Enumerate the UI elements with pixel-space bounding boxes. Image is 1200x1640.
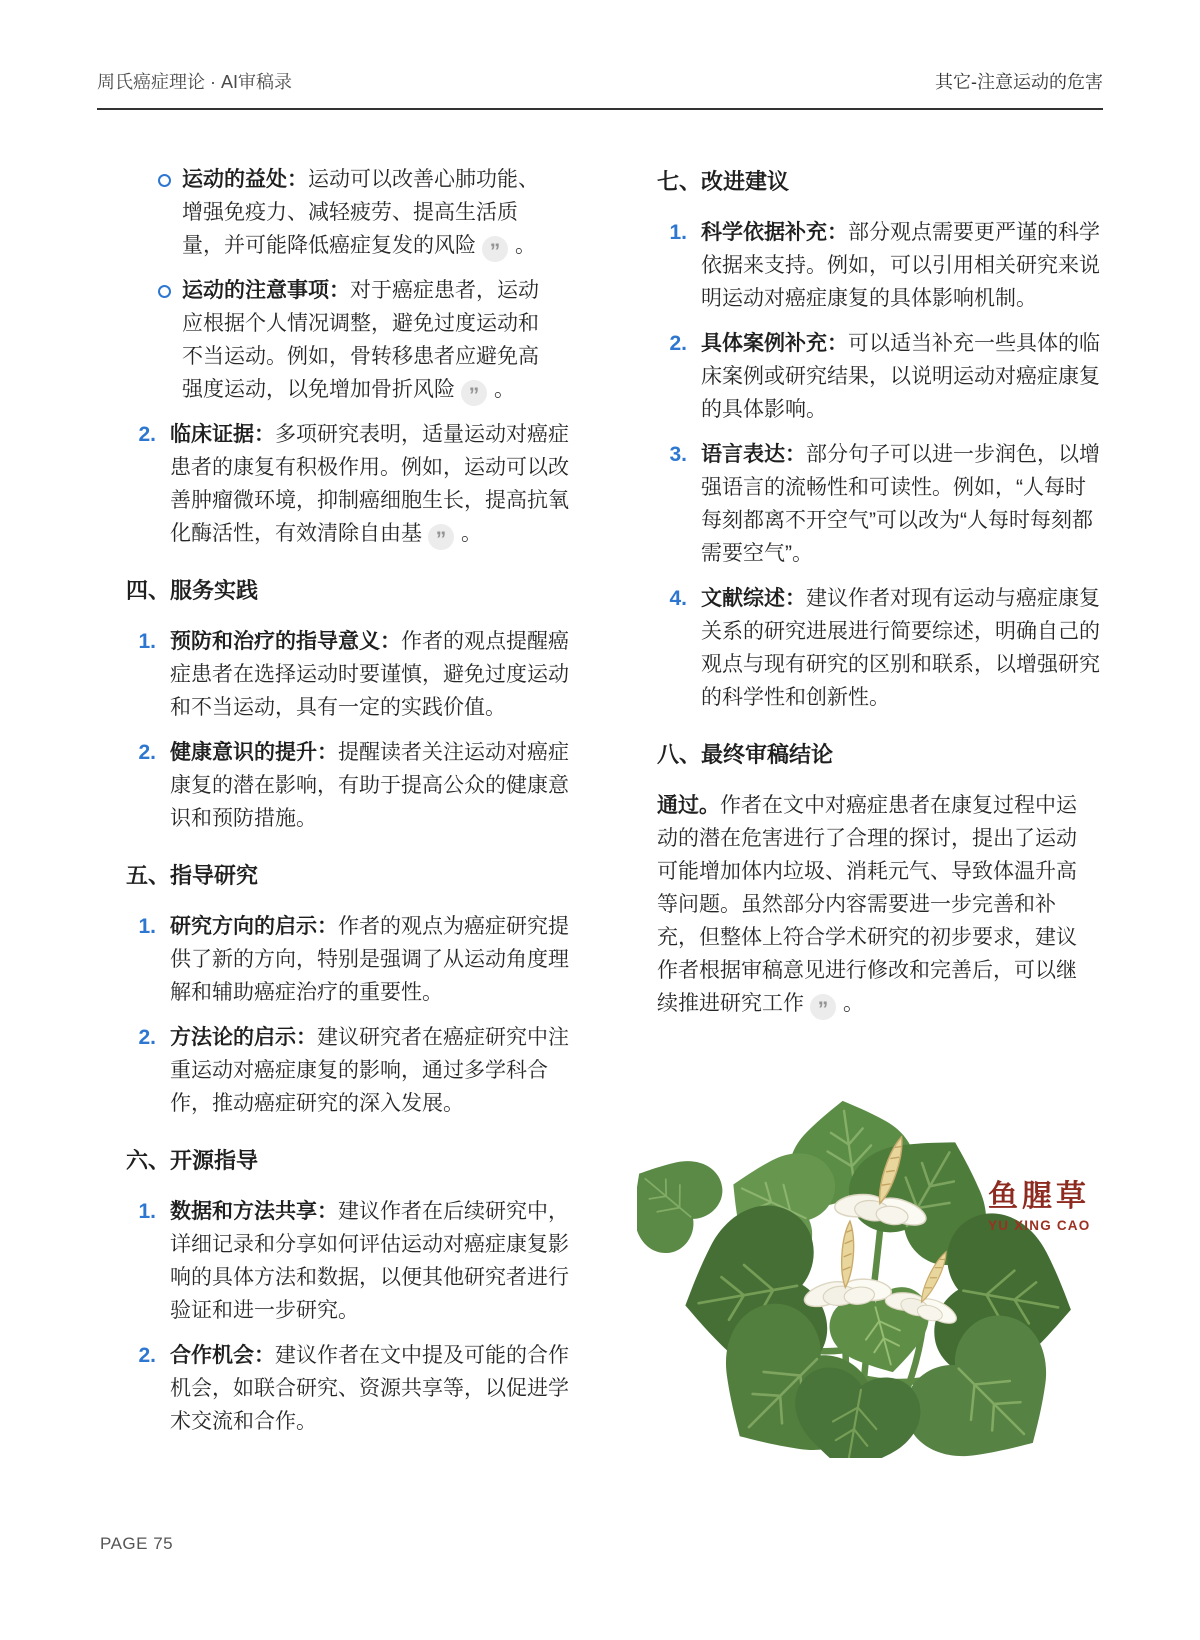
two-column-content [100, 163, 1104, 1463]
list-item-text [701, 438, 1104, 570]
header-chapter-title: 其它-注意运动的危害 [935, 72, 1103, 92]
item-label: 健康意识的提升： [170, 741, 338, 764]
item-label: 预防和治疗的指导意义： [170, 630, 401, 653]
header-book-title: 周氏癌症理论 · AI审稿录 [97, 72, 293, 92]
bullet-list [100, 163, 573, 406]
item-number: 3. [669, 443, 687, 466]
list-item [657, 582, 1104, 714]
left-column [100, 163, 573, 1450]
list-item [126, 736, 573, 835]
item-label: 运动的益处： [182, 168, 308, 191]
plant-leaves [637, 1092, 1091, 1458]
bullet-icon [158, 174, 171, 187]
item-label: 运动的注意事项： [182, 279, 350, 302]
houttuynia-illustration [637, 1048, 1099, 1458]
item-body: 部分观点需要更严谨的科学依据来支持。例如，可以引用相关研究来说明运动对癌症康复的具体影响机制。 [701, 221, 1100, 310]
list-item-text [701, 582, 1104, 714]
item-body: 提醒读者关注运动对癌症康复的潜在影响，有助于提高公众的健康意识和预防措施。 [170, 741, 569, 830]
list-item [126, 625, 573, 724]
list-item-text [182, 274, 556, 406]
section-heading: 六、开源指导 [126, 1148, 259, 1173]
list-item-text [170, 910, 573, 1009]
section-heading: 五、指导研究 [126, 863, 259, 888]
item-label: 合作机会： [170, 1344, 275, 1367]
item-number: 2. [138, 741, 156, 764]
item-body: 建议研究者在癌症研究中注重运动对癌症康复的影响，通过多学科合作，推动癌症研究的深入发展。 [170, 1026, 569, 1115]
list-item-text [701, 216, 1104, 315]
paragraph-body: 作者在文中对癌症患者在康复过程中运动的潜在危害进行了合理的探讨，提出了运动可能增加体内垃圾、消耗元气、导致体温升高等问题。虽然部分内容需要进一步完善和补充，但整体上符合学术研究的初步要求，建议作者根据审稿意见进行修改和完善后，可以继续推进研究工作 [657, 794, 1077, 1015]
list-item [657, 438, 1104, 570]
item-number: 2. [138, 423, 156, 446]
item-number: 2. [138, 1026, 156, 1049]
section-heading: 七、改进建议 [657, 169, 790, 194]
item-body: 多项研究表明，适量运动对癌症患者的康复有积极作用。例如，运动可以改善肿瘤微环境，抑制癌细胞生长，提高抗氧化酶活性，有效清除自由基 [170, 423, 569, 545]
item-body: 可以适当补充一些具体的临床案例或研究结果，以说明运动对癌症康复的具体影响。 [701, 332, 1100, 421]
verdict-label: 通过。 [657, 794, 720, 817]
paragraph-tail: 。 [843, 992, 864, 1015]
citation-quote-icon[interactable]: ” [482, 236, 508, 262]
page-number: PAGE 75 [100, 1534, 174, 1553]
section-heading: 四、服务实践 [126, 578, 259, 603]
list-item-text [182, 163, 556, 262]
item-label: 方法论的启示： [170, 1026, 317, 1049]
item-tail: 。 [494, 378, 515, 401]
item-number: 2. [138, 1344, 156, 1367]
item-body: 运动可以改善心肺功能、增强免疫力、减轻疲劳、提高生活质量，并可能降低癌症复发的风险 [182, 168, 539, 257]
item-label: 语言表达： [701, 443, 806, 466]
section-heading: 八、最终审稿结论 [657, 742, 834, 767]
item-body: 作者的观点提醒癌症患者在选择运动时要谨慎，避免过度运动和不当运动，具有一定的实践价值。 [170, 630, 569, 719]
right-column [631, 163, 1104, 1463]
list-item [158, 163, 573, 262]
list-item-text [170, 418, 573, 550]
plant-pinyin-label: YU XING CAO [988, 1218, 1091, 1233]
list-item-text [170, 1021, 573, 1120]
citation-quote-icon[interactable]: ” [461, 380, 487, 406]
list-item-text [170, 625, 573, 724]
plant-name-label: 鱼腥草 [988, 1180, 1090, 1213]
list-item-text [170, 1339, 573, 1438]
item-label: 临床证据： [170, 423, 275, 446]
item-body: 建议作者在文中提及可能的合作机会，如联合研究、资源共享等，以促进学术交流和合作。 [170, 1344, 569, 1433]
item-number: 1. [138, 1200, 156, 1223]
item-body: 建议作者在后续研究中，详细记录和分享如何评估运动对癌症康复影响的具体方法和数据，以便其他研究者进行验证和进一步研究。 [170, 1200, 569, 1322]
list-item [126, 1195, 573, 1327]
item-number: 4. [669, 587, 687, 610]
item-label: 研究方向的启示： [170, 915, 338, 938]
list-item [657, 216, 1104, 315]
item-number: 2. [669, 332, 687, 355]
citation-quote-icon[interactable]: ” [810, 994, 836, 1020]
list-item-text [170, 1195, 573, 1327]
list-item [126, 1339, 573, 1438]
conclusion-paragraph [657, 789, 1087, 1020]
item-number: 1. [138, 915, 156, 938]
list-item [126, 418, 573, 550]
list-item [657, 327, 1104, 426]
list-item-text [701, 327, 1104, 426]
bullet-icon [158, 285, 171, 298]
item-body: 作者的观点为癌症研究提供了新的方向，特别是强调了从运动角度理解和辅助癌症治疗的重要性。 [170, 915, 569, 1004]
page-header [97, 70, 1103, 110]
item-tail: 。 [515, 234, 536, 257]
list-item-text [170, 736, 573, 835]
list-item [126, 1021, 573, 1120]
item-label: 科学依据补充： [701, 221, 848, 244]
item-body: 对于癌症患者，运动应根据个人情况调整，避免过度运动和不当运动。例如，骨转移患者应避免高强度运动，以免增加骨折风险 [182, 279, 539, 401]
item-label: 数据和方法共享： [170, 1200, 338, 1223]
item-number: 1. [669, 221, 687, 244]
item-label: 具体案例补充： [701, 332, 848, 355]
list-item [158, 274, 573, 406]
item-body: 建议作者对现有运动与癌症康复关系的研究进展进行简要综述，明确自己的观点与现有研究的区别和联系，以增强研究的科学性和创新性。 [701, 587, 1100, 709]
item-number: 1. [138, 630, 156, 653]
citation-quote-icon[interactable]: ” [428, 524, 454, 550]
item-tail: 。 [461, 522, 482, 545]
item-label: 文献综述： [701, 587, 806, 610]
item-body: 部分句子可以进一步润色，以增强语言的流畅性和可读性。例如，“人每时每刻都离不开空气”可以改为“人每时每刻都需要空气”。 [701, 443, 1100, 565]
list-item [126, 910, 573, 1009]
